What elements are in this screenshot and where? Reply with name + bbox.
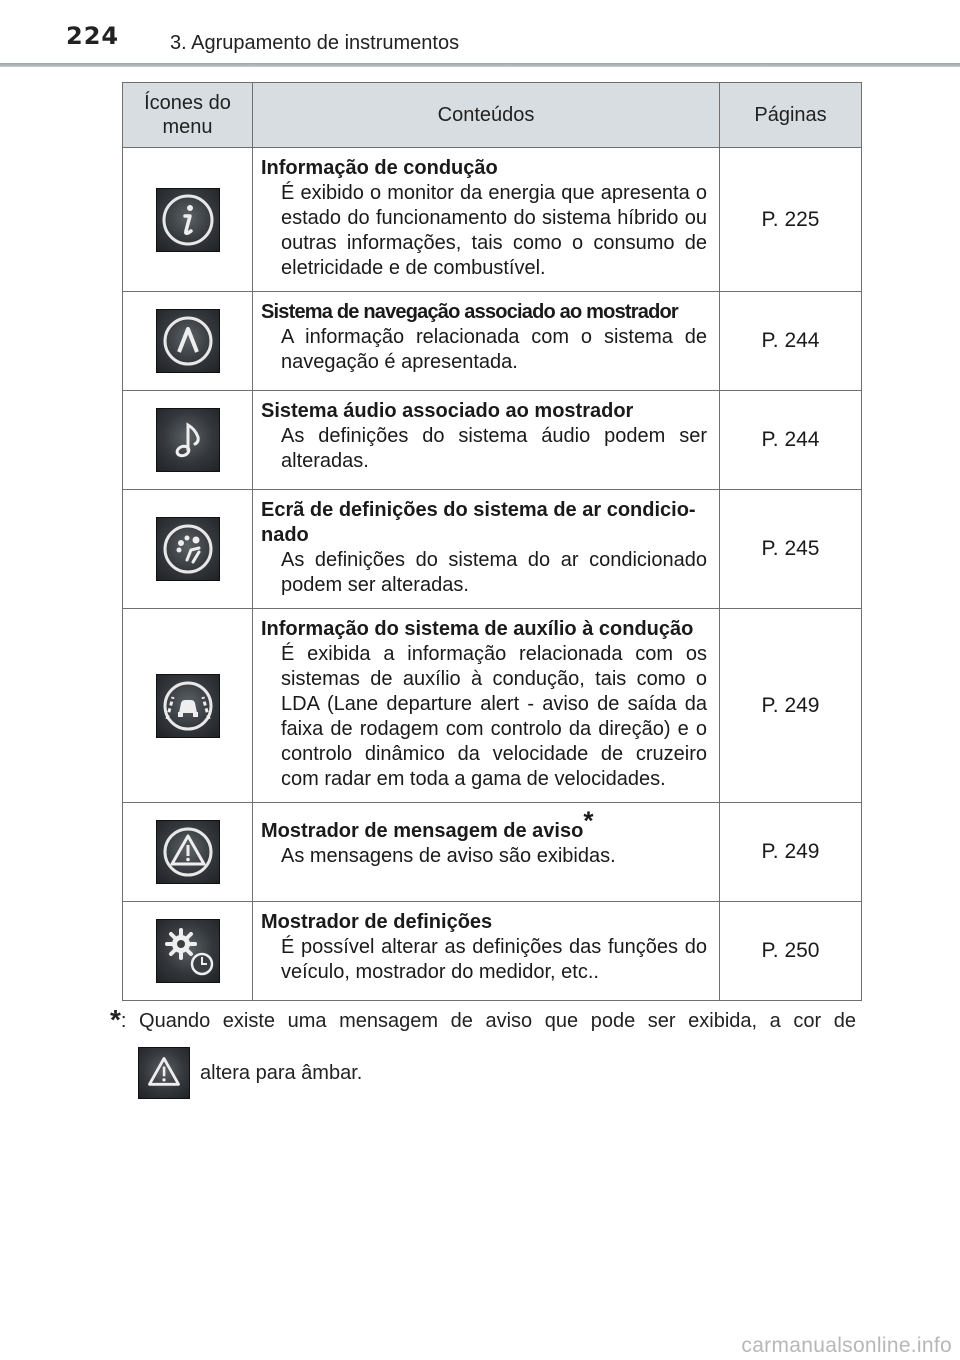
icon-cell <box>123 391 253 490</box>
content-cell <box>253 902 720 1001</box>
content-cell <box>253 148 720 292</box>
footnote-mark: * <box>583 805 594 836</box>
page-reference: P. 250 <box>720 902 862 1001</box>
item-title <box>261 805 707 844</box>
item-title-text: Mostrador de mensagem de aviso <box>261 820 584 842</box>
navigation-icon <box>156 309 220 373</box>
info-icon <box>156 188 220 252</box>
item-description: A informação relacionada com o sistema de navegação é apresentada. <box>281 326 707 373</box>
content-cell <box>253 292 720 391</box>
icon-cell <box>123 902 253 1001</box>
content-cell <box>253 803 720 902</box>
settings-gear-icon <box>156 919 220 983</box>
watermark: carmanualsonline.info <box>741 1334 952 1357</box>
table-row <box>123 902 862 1001</box>
content-cell <box>253 609 720 803</box>
column-header-contents: Conteúdos <box>253 83 720 148</box>
section-title: 3. Agrupamento de instrumentos <box>170 32 460 54</box>
icon-cell <box>123 148 253 292</box>
air-conditioning-icon <box>156 517 220 581</box>
table-row <box>123 803 862 902</box>
table-row <box>123 292 862 391</box>
table-row <box>123 609 862 803</box>
table-header-row <box>123 83 862 148</box>
item-title: Ecrã de definições do sistema de ar condicio-nado <box>261 499 696 546</box>
table-row <box>123 148 862 292</box>
page-reference: P. 249 <box>720 609 862 803</box>
music-note-icon <box>156 408 220 472</box>
content-cell <box>253 391 720 490</box>
icon-cell <box>123 490 253 609</box>
footnote <box>110 1006 860 1099</box>
content-cell <box>253 490 720 609</box>
footnote-text: : Quando existe uma mensagem de aviso que pode ser exibida, a cor de <box>120 1010 856 1032</box>
icon-cell <box>123 609 253 803</box>
column-header-icons: Ícones do menu <box>123 83 253 148</box>
item-description: É exibido o monitor da energia que apresenta o estado do funcionamento do sistema híbrido ou outras informações, tais como o consumo de eletricidade e de combustível. <box>281 182 707 279</box>
page-reference: P. 244 <box>720 391 862 490</box>
item-title: Informação do sistema de auxílio à condução <box>261 618 694 640</box>
page-reference: P. 249 <box>720 803 862 902</box>
icon-cell <box>123 803 253 902</box>
item-description: As mensagens de aviso são exibidas. <box>281 845 616 867</box>
item-title: Sistema de navegação associado ao mostrador <box>261 301 678 323</box>
item-description: É possível alterar as definições das funções do veículo, mostrador do medidor, etc.. <box>281 936 707 983</box>
page-reference: P. 244 <box>720 292 862 391</box>
footnote-text: altera para âmbar. <box>200 1062 363 1084</box>
icon-cell <box>123 292 253 391</box>
menu-icons-table <box>122 82 862 1001</box>
header-divider <box>0 63 960 67</box>
page-reference: P. 245 <box>720 490 862 609</box>
item-title: Informação de condução <box>261 157 498 179</box>
footnote-asterisk: * <box>110 1004 121 1035</box>
warning-icon <box>156 820 220 884</box>
item-title: Mostrador de definições <box>261 911 493 933</box>
driving-assist-icon <box>156 674 220 738</box>
footnote-line <box>110 1006 860 1035</box>
table-row <box>123 490 862 609</box>
item-description: As definições do sistema áudio podem ser alteradas. <box>281 425 707 472</box>
page-header <box>0 0 960 70</box>
item-title: Sistema áudio associado ao mostrador <box>261 400 634 422</box>
page-reference: P. 225 <box>720 148 862 292</box>
table-row <box>123 391 862 490</box>
page-number: 224 <box>66 22 120 50</box>
warning-icon <box>138 1047 190 1099</box>
item-description: As definições do sistema do ar condicionado podem ser alteradas. <box>281 549 707 596</box>
footnote-line <box>110 1047 860 1099</box>
column-header-pages: Páginas <box>720 83 862 148</box>
item-description: É exibida a informação relacionada com os sistemas de auxílio à condução, tais como o LDA (Lane departure alert - aviso de saída da faixa de rodagem com controlo da direção) e o controlo dinâmico da velocidade de cruzeiro com radar em toda a gama de velocidades. <box>281 643 707 790</box>
